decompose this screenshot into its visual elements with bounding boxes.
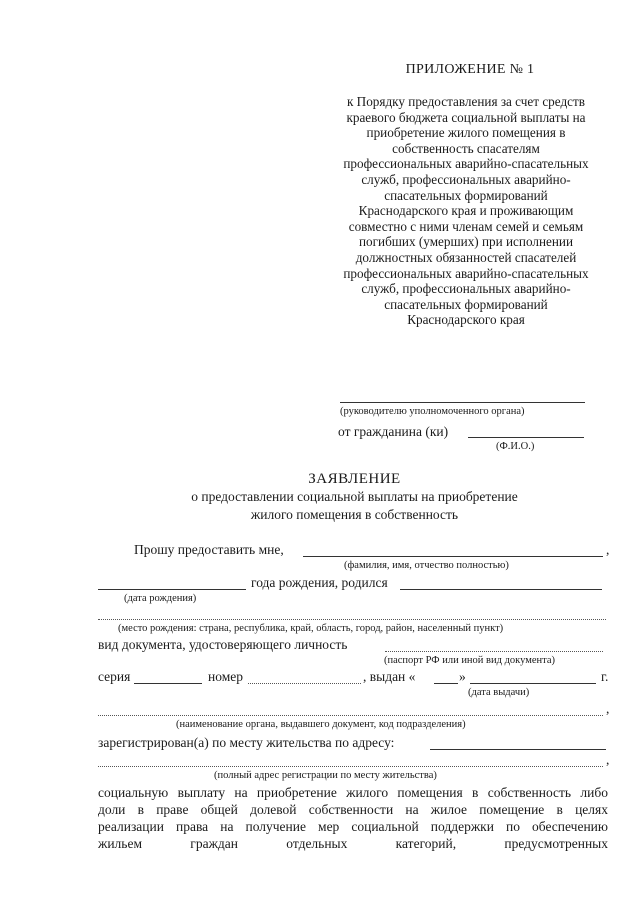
- issued-close: »: [459, 669, 466, 684]
- statement-subtitle-1: о предоставлении социальной выплаты на приобретение: [191, 489, 518, 504]
- recipient-hint: (руководителю уполномоченного органа): [340, 406, 525, 417]
- registered-label: зарегистрирован(а) по месту жительства по адресу:: [98, 735, 395, 750]
- body-line-3: реализации права на получение мер социальной поддержки по обеспечению: [98, 819, 608, 834]
- preamble-line: служб, профессиональных аварийно-: [361, 281, 571, 297]
- fio-full-hint: (фамилия, имя, отчество полностью): [344, 560, 509, 571]
- preamble-line: спасательных формирований: [384, 296, 548, 312]
- body-line-4: жильем граждан отдельных категорий, предусмотренных: [98, 836, 608, 851]
- recipient-field[interactable]: [340, 402, 585, 403]
- preamble-line: профессиональных аварийно-спасательных: [343, 156, 589, 172]
- preamble-line: погибших (умерших) при исполнении: [358, 234, 574, 250]
- id-doc-hint: (паспорт РФ или иной вид документа): [384, 655, 556, 666]
- preamble-line: собственность спасателям: [392, 140, 540, 156]
- comma: ,: [606, 542, 610, 557]
- address-field-2[interactable]: [98, 766, 603, 767]
- id-doc-field[interactable]: [385, 651, 603, 652]
- address-field-1[interactable]: [430, 749, 606, 750]
- issue-month-year-field[interactable]: [470, 683, 596, 684]
- birth-place-field[interactable]: [98, 619, 606, 620]
- birth-year-label: года рождения, родился: [251, 575, 388, 590]
- fio-full-field[interactable]: [303, 556, 603, 557]
- preamble-line: служб, профессиональных аварийно-: [361, 171, 571, 187]
- birth-field[interactable]: [400, 589, 602, 590]
- birth-date-field[interactable]: [98, 589, 246, 590]
- preamble-line: краевого бюджета социальной выплаты на: [346, 109, 586, 125]
- statement-heading: ЗАЯВЛЕНИЕ: [308, 471, 401, 487]
- body-line-1: социальную выплату на приобретение жилого помещения в собственность либо: [98, 785, 608, 800]
- birth-place-hint: (место рождения: страна, республика, край, область, город, район, населенный пункт): [118, 623, 504, 634]
- preamble-line: спасательных формирований: [384, 187, 548, 203]
- preamble-line: совместно с ними членам семей и семьям: [348, 218, 584, 234]
- series-label: серия: [98, 669, 131, 684]
- fio-hint: (Ф.И.О.): [496, 441, 535, 452]
- preamble-line: профессиональных аварийно-спасательных: [343, 265, 589, 281]
- issuer-hint: (наименование органа, выдавшего документ, код подразделения): [176, 719, 466, 730]
- year-suffix: г.: [601, 669, 609, 684]
- request-label: Прошу предоставить мне,: [134, 542, 284, 557]
- issue-date-hint: (дата выдачи): [468, 687, 530, 698]
- appendix-preamble: [316, 94, 616, 328]
- comma: ,: [606, 752, 610, 767]
- series-field[interactable]: [134, 683, 202, 684]
- appendix-title: ПРИЛОЖЕНИЕ № 1: [405, 62, 535, 77]
- from-citizen-label: от гражданина (ки): [338, 424, 449, 439]
- citizen-name-field[interactable]: [468, 437, 584, 438]
- preamble-line: Краснодарского края: [407, 312, 525, 328]
- number-label: номер: [208, 669, 244, 684]
- address-hint: (полный адрес регистрации по месту жительства): [214, 770, 437, 781]
- preamble-line: должностных обязанностей спасателей: [355, 249, 577, 265]
- issuer-field[interactable]: [98, 715, 603, 716]
- preamble-line: к Порядку предоставления за счет средств: [346, 94, 586, 109]
- number-field[interactable]: [248, 683, 361, 684]
- birth-date-hint: (дата рождения): [124, 593, 197, 604]
- body-line-2: доли в праве общей долевой собственности на жилое помещение в целях: [98, 802, 608, 817]
- issue-day-field[interactable]: [434, 683, 458, 684]
- comma: ,: [606, 701, 610, 716]
- statement-subtitle-2: жилого помещения в собственность: [250, 507, 459, 522]
- preamble-line: приобретение жилого помещения в: [366, 125, 566, 141]
- preamble-line: Краснодарского края и проживающим: [358, 203, 574, 219]
- id-doc-label: вид документа, удостоверяющего личность: [98, 637, 348, 652]
- issued-label: , выдан «: [363, 669, 416, 684]
